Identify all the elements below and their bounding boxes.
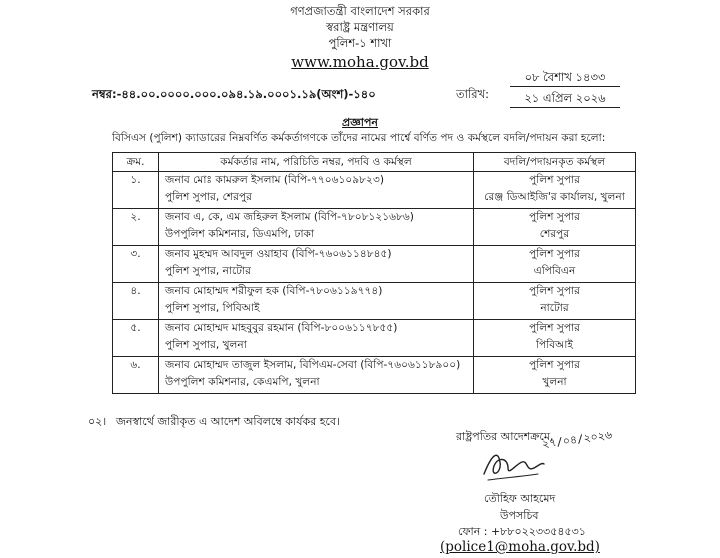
row-serial: ৫. xyxy=(113,320,159,357)
date-english: ২১ এপ্রিল ২০২৬ xyxy=(510,90,620,108)
row-officer xyxy=(159,283,474,320)
new-place: রেঞ্জ ডিআইজি'র কার্যালয়, খুলনা xyxy=(484,191,625,203)
officer-current-post: পুলিশ সুপার, নাটোর xyxy=(165,265,251,277)
table-row xyxy=(113,246,636,283)
date-label: তারিখ: xyxy=(456,87,490,101)
new-place: পিবিআই xyxy=(535,339,574,351)
officer-name: জনাব মোহাম্মদ তাজুল ইসলাম, বিপিএম-সেবা (বিপি-৭৬০৬১১৮৯০০) xyxy=(165,359,461,371)
header-posting: বদলি/পদায়নকৃত কর্মস্থল xyxy=(474,153,636,172)
transfer-table xyxy=(112,152,636,394)
row-posting xyxy=(474,320,636,357)
notice-intro: বিসিএস (পুলিশ) ক্যাডারের নিম্নবর্ণিত কর্মকর্তাগণকে তাঁদের নামের পার্শ্বে বর্ণিত পদ ও কর্মস্থলে বদলি/পদায়ন করা হলো: xyxy=(112,132,606,144)
signature-scribble-icon xyxy=(478,444,548,484)
officer-current-post: পুলিশ সুপার, শেরপুর xyxy=(165,191,252,203)
new-post: পুলিশ সুপার xyxy=(529,211,580,223)
branch-name: পুলিশ-১ শাখা xyxy=(328,36,392,50)
new-post: পুলিশ সুপার xyxy=(529,359,580,371)
new-place: এপিবিএন xyxy=(533,265,576,277)
new-place: নাটোর xyxy=(540,302,569,314)
header-serial: ক্রম. xyxy=(113,153,159,172)
notice-title: প্রজ্ঞাপন xyxy=(342,116,378,129)
ministry-name: স্বরাষ্ট্র মন্ত্রণালয় xyxy=(326,20,394,34)
signatory-name: তৌহিফ আহমেদ xyxy=(484,492,556,505)
table-row xyxy=(113,172,636,209)
row-serial: ৩. xyxy=(113,246,159,283)
new-post: পুলিশ সুপার xyxy=(529,322,580,334)
header-officer: কর্মকর্তার নাম, পরিচিতি নম্বর, পদবি ও কর্মস্থল xyxy=(159,153,474,172)
new-post: পুলিশ সুপার xyxy=(529,248,580,260)
row-officer xyxy=(159,172,474,209)
row-posting xyxy=(474,283,636,320)
row-officer xyxy=(159,246,474,283)
date-bangla: ০৮ বৈশাখ ১৪৩৩ xyxy=(510,69,620,87)
officer-current-post: উপপুলিশ কমিশনার, ডিএমপি, ঢাকা xyxy=(165,228,315,240)
website-link[interactable]: www.moha.gov.bd xyxy=(291,53,429,71)
new-post: পুলিশ সুপার xyxy=(529,174,580,186)
officer-name: জনাব মোহাম্মদ মাহবুবুর রহমান (বিপি-৮০০৬১১৭৮৫৫) xyxy=(165,322,398,334)
table-header-row xyxy=(113,153,636,172)
new-place: খুলনা xyxy=(542,376,567,388)
row-serial: ৬. xyxy=(113,357,159,394)
row-officer xyxy=(159,357,474,394)
government-name: গণপ্রজাতন্ত্রী বাংলাদেশ সরকার xyxy=(290,4,430,18)
row-posting xyxy=(474,246,636,283)
row-posting xyxy=(474,357,636,394)
row-officer xyxy=(159,209,474,246)
officer-name: জনাব এ, কে, এম জহিরুল ইসলাম (বিপি-৭৮০৮১২১৬৮৬) xyxy=(165,211,414,223)
row-officer xyxy=(159,320,474,357)
officer-name: জনাব মোহাম্মদ শরীফুল হক (বিপি-৭৮০৬১১৯৭৭৪) xyxy=(165,285,383,297)
handwritten-date: ২৭/০৪/২০২৬ xyxy=(541,428,613,451)
signatory-title: উপসচিব xyxy=(500,509,539,522)
footnote-text: জনস্বার্থে জারীকৃত এ আদেশ অবিলম্বে কার্যকর হবে। xyxy=(116,415,341,428)
row-serial: ১. xyxy=(113,172,159,209)
memo-number: নম্বর:-৪৪.০০.০০০০.০০০.০৯৪.১৯.০০০১.১৯(অংশ)-১৪০ xyxy=(92,87,376,101)
table-row xyxy=(113,283,636,320)
officer-current-post: পুলিশ সুপার, পিবিআই xyxy=(165,302,260,314)
table-row xyxy=(113,209,636,246)
row-posting xyxy=(474,172,636,209)
row-serial: ৪. xyxy=(113,283,159,320)
date-block xyxy=(510,69,620,108)
officer-current-post: পুলিশ সুপার, খুলনা xyxy=(165,339,247,351)
email-link[interactable]: (police1@moha.gov.bd) xyxy=(440,539,600,555)
row-serial: ২. xyxy=(113,209,159,246)
table-row xyxy=(113,357,636,394)
officer-name: জনাব মোঃ কামরুল ইসলাম (বিপি-৭৭০৬১০৯৮২৩) xyxy=(165,174,384,186)
new-post: পুলিশ সুপার xyxy=(529,285,580,297)
officer-name: জনাব মুহম্মদ আবদুল ওয়াহাব (বিপি-৭৬০৬১১৪৮৪৫) xyxy=(165,248,392,260)
by-order-text: রাষ্ট্রপতির আদেশক্রমে, xyxy=(456,430,554,443)
footnote-number: ০২। xyxy=(88,415,107,428)
officer-current-post: উপপুলিশ কমিশনার, কেএমপি, খুলনা xyxy=(165,376,320,388)
row-posting xyxy=(474,209,636,246)
phone-number: ফোন : +৮৮০২২৩৩৫৪৫৩১ xyxy=(458,525,586,538)
table-row xyxy=(113,320,636,357)
new-place: শেরপুর xyxy=(539,228,570,240)
footnote xyxy=(88,413,340,432)
